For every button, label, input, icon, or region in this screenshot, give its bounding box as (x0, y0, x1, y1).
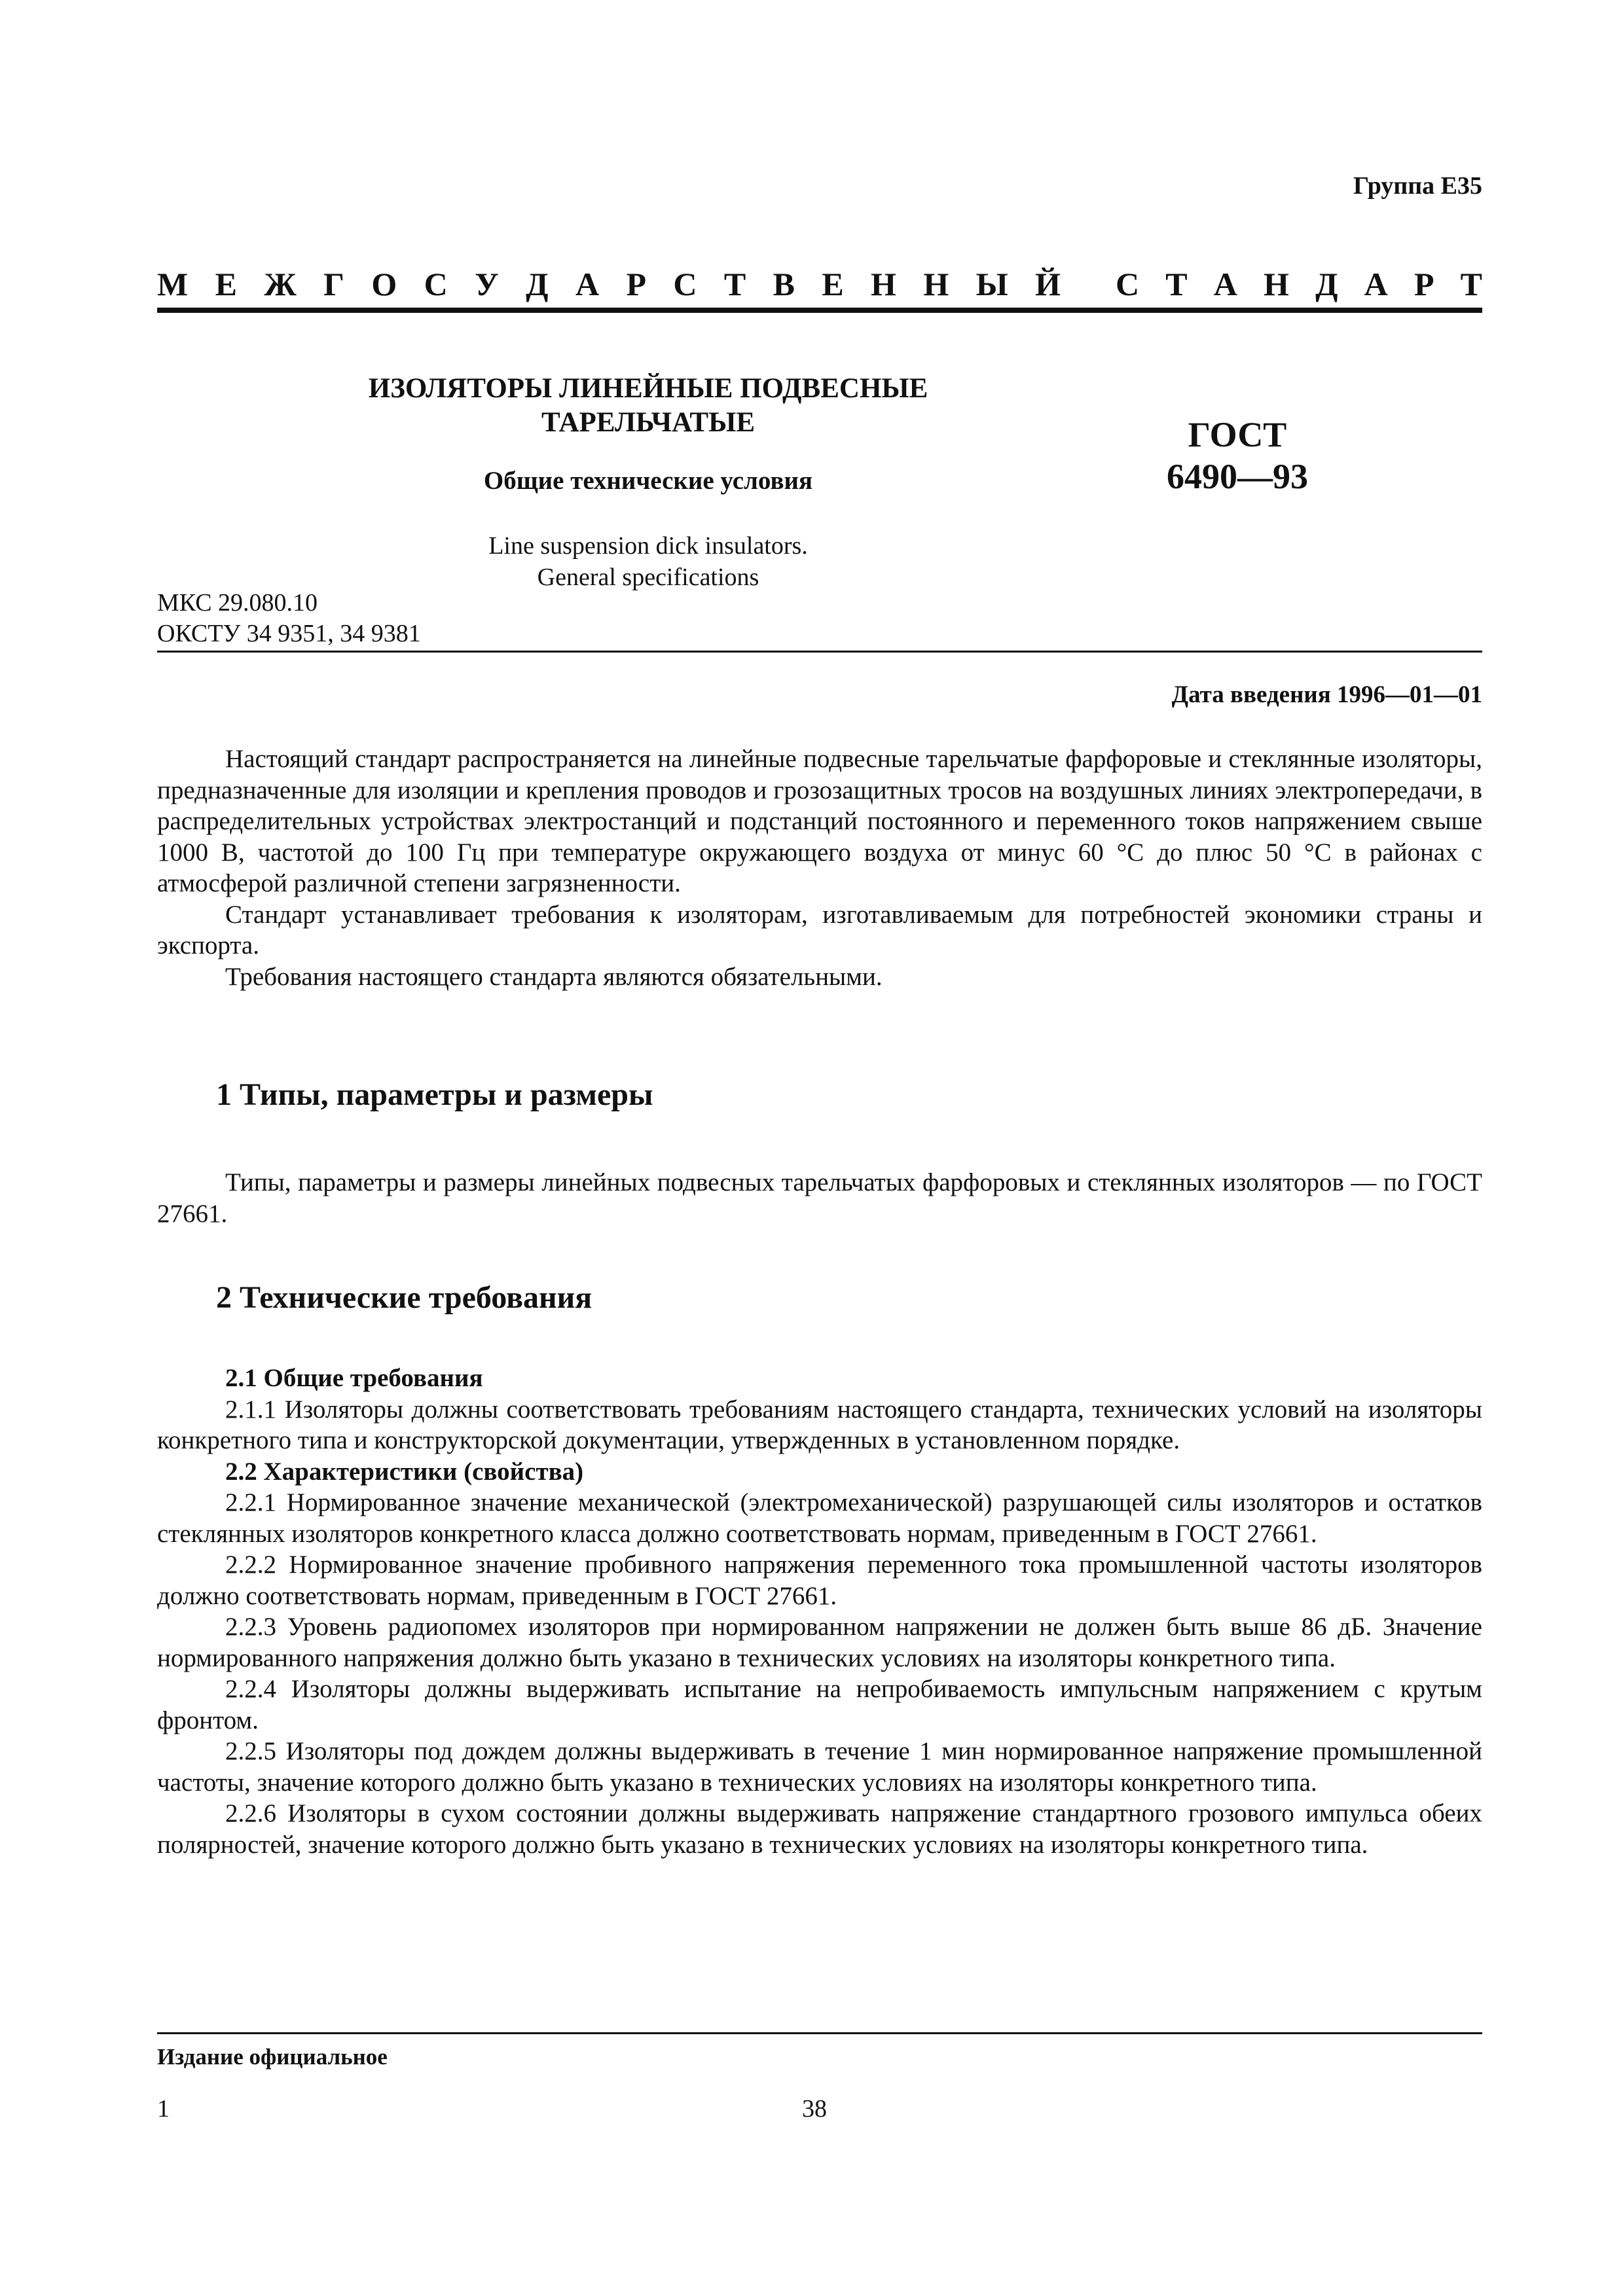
banner-letter: Т (1460, 266, 1482, 302)
banner-letter: Т (1165, 266, 1188, 302)
banner-letter: О (371, 266, 397, 302)
paragraph-2-2-5: 2.2.5 Изоляторы под дождем должны выдерживать в течение 1 мин нормированное напряжение промышленной частоты, значение которого должно быть указано в технических условиях на изоляторы конкретного типа. (157, 1737, 1482, 1797)
page-number: 38 (802, 2095, 827, 2123)
paragraph-2-1-1: 2.1.1 Изоляторы должны соответствовать требованиям настоящего стандарта, технических условий на изоляторы конкретного типа и конструкторской документации, утвержденных в установленном порядке. (157, 1395, 1482, 1454)
english-title (419, 530, 877, 593)
gost-label: ГОСТ (1188, 415, 1287, 454)
banner-letter: Т (723, 266, 746, 302)
paragraph-2-2-1: 2.2.1 Нормированное значение механической (электромеханической) разрушающей силы изоляторов и остатков стеклянных изоляторов конкретного класса должно соответствовать нормам, приведенным в ГОСТ 27661. (157, 1488, 1482, 1548)
interstate-standard-banner (157, 265, 1482, 303)
official-edition-label: Издание официальное (157, 2044, 388, 2070)
mks-code: МКС 29.080.10 (157, 589, 318, 617)
banner-letter: А (1213, 266, 1237, 302)
document-subtitle: Общие технические условия (483, 467, 813, 495)
banner-letter: Ж (264, 266, 297, 302)
banner-letter: А (575, 266, 600, 302)
section-1-text (157, 1167, 1482, 1229)
banner-word-standard (1116, 265, 1482, 303)
banner-letter: С (1116, 266, 1140, 302)
banner-letter: С (673, 266, 697, 302)
paragraph-2-2-3: 2.2.3 Уровень радиопомех изоляторов при нормированном напряжении не должен быть выше 86 дБ. Значение нормированного напряжения должно быть указано в технических условиях на изоляторы конкретного типа. (157, 1613, 1482, 1672)
banner-letter: Й (1035, 266, 1061, 302)
banner-letter: А (1364, 266, 1388, 302)
banner-letter: Ы (976, 266, 1008, 302)
banner-letter: У (475, 266, 499, 302)
banner-letter: С (424, 266, 448, 302)
intro-paragraph-1: Настоящий стандарт распространяется на линейные подвесные тарельчатые фарфоровые и стеклянные изоляторы, предназначенные для изоляции и крепления проводов и грозозащитных тросов на воздушных линиях электропередачи, в распределительных устройствах электростанций и подстанций постоянного и переменного токов напряжением свыше 1000 В, частотой до 100 Гц при температуре окружающего воздуха от минус 60 °С до плюс 50 °С в районах с атмосферой различной степени загрязненности. (157, 745, 1482, 897)
sheet-number: 1 (157, 2095, 170, 2123)
footer-rule (157, 2032, 1482, 2034)
section-2-heading: 2 Технические требования (216, 1280, 593, 1315)
banner-letter: Р (626, 266, 646, 302)
intro-paragraph-3: Требования настоящего стандарта являются обязательными. (225, 962, 883, 991)
introduction-date: Дата введения 1996—01—01 (1171, 681, 1482, 708)
subsection-2-2-heading: 2.2 Характеристики (свойства) (225, 1457, 584, 1486)
subsection-2-1-heading: 2.1 Общие требования (225, 1364, 483, 1392)
banner-letter: М (157, 266, 189, 302)
gost-number: 6490—93 (1167, 457, 1308, 496)
title-line-2: ТАРЕЛЬЧАТЫЕ (541, 407, 756, 438)
codes-rule (157, 651, 1482, 653)
banner-letter: Д (1315, 266, 1338, 302)
banner-letter: Е (822, 266, 844, 302)
banner-word-interstate (157, 265, 1061, 303)
intro-paragraph-2: Стандарт устанавливает требования к изоляторам, изготавливаемым для потребностей экономики страны и экспорта. (157, 900, 1482, 960)
banner-letter: Е (215, 266, 237, 302)
banner-letter: Г (323, 266, 344, 302)
classification-codes (157, 588, 421, 649)
paragraph-2-2-4: 2.2.4 Изоляторы должны выдерживать испытание на непробиваемость импульсным напряжением с крутым фронтом. (157, 1675, 1482, 1734)
banner-letter: Н (1264, 266, 1289, 302)
english-title-line-2: General specifications (537, 564, 759, 591)
section-2-text (157, 1363, 1482, 1860)
gost-designation (1113, 414, 1362, 497)
intro-text (157, 744, 1482, 992)
header-rule (157, 308, 1482, 313)
section-1-heading: 1 Типы, параметры и размеры (216, 1077, 653, 1112)
banner-letter: Н (923, 266, 949, 302)
paragraph-2-2-2: 2.2.2 Нормированное значение пробивного напряжения переменного тока промышленной частоты изоляторов должно соответствовать нормам, приведенным в ГОСТ 27661. (157, 1551, 1482, 1610)
group-label: Группа Е35 (1353, 172, 1482, 200)
banner-letter: Н (871, 266, 896, 302)
section-1-paragraph: Типы, параметры и размеры линейных подвесных тарельчатых фарфоровых и стеклянных изоляторов — по ГОСТ 27661. (157, 1168, 1482, 1228)
title-line-1: ИЗОЛЯТОРЫ ЛИНЕЙНЫЕ ПОДВЕСНЫЕ (368, 373, 928, 404)
document-title (288, 372, 1008, 440)
banner-letter: В (773, 266, 795, 302)
paragraph-2-2-6: 2.2.6 Изоляторы в сухом состоянии должны выдерживать напряжение стандартного грозового импульса обеих полярностей, значение которого должно быть указано в технических условиях на изоляторы конкретного типа. (157, 1799, 1482, 1859)
banner-letter: Д (526, 266, 549, 302)
okstu-code: ОКСТУ 34 9351, 34 9381 (157, 620, 421, 647)
english-title-line-1: Line suspension dick insulators. (488, 532, 808, 560)
banner-letter: Р (1413, 266, 1434, 302)
